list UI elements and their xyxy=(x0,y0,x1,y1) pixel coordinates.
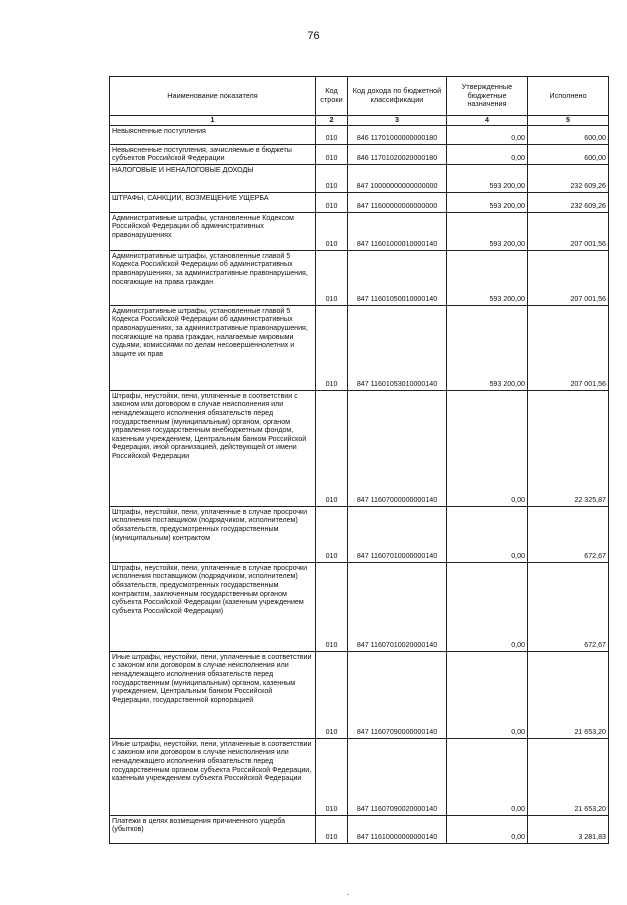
row-code: 010 xyxy=(316,250,348,305)
table-row xyxy=(110,164,609,192)
row-approved: 0,00 xyxy=(447,506,528,562)
column-number: 5 xyxy=(528,116,609,126)
column-number: 4 xyxy=(447,116,528,126)
row-approved: 593 200,00 xyxy=(447,250,528,305)
row-name: Административные штрафы, установленные Кодексом Российской Федерации об административных правонарушениях xyxy=(110,212,316,250)
row-income-code: 847 11607000000000140 xyxy=(348,390,447,506)
row-income-code: 847 11607010020000140 xyxy=(348,562,447,651)
row-name: Иные штрафы, неустойки, пени, уплаченные в соответствии с законом или договором в случае неисполнения или ненадлежащего исполнения обязательств перед государственным (муниципальным) органом, казенным учреждением, Центральным банком Российской Федерации, государственной корпорацией xyxy=(110,651,316,738)
row-approved: 593 200,00 xyxy=(447,164,528,192)
row-name: Штрафы, неустойки, пени, уплаченные в случае просрочки исполнения поставщиком (подрядчиком, исполнителем) обязательств, предусмотренных государственным (муниципальным) контрактом xyxy=(110,506,316,562)
row-executed: 3 281,83 xyxy=(528,815,609,843)
footer-mark: . xyxy=(347,888,350,897)
row-income-code: 847 11607090000000140 xyxy=(348,651,447,738)
row-approved: 0,00 xyxy=(447,390,528,506)
row-approved: 593 200,00 xyxy=(447,212,528,250)
row-approved: 593 200,00 xyxy=(447,192,528,212)
row-executed: 21 653,20 xyxy=(528,651,609,738)
row-approved: 0,00 xyxy=(447,815,528,843)
table-row xyxy=(110,305,609,390)
table-row xyxy=(110,506,609,562)
row-income-code: 846 11701000000000180 xyxy=(348,125,447,144)
row-name: Штрафы, неустойки, пени, уплаченные в случае просрочки исполнения поставщиком (подрядчиком, исполнителем) обязательств, предусмотренных государственным контрактом, заключенным государственным органом субъекта Российской Федерации (казенным учреждением субъекта Российской Федерации) xyxy=(110,562,316,651)
row-name: Административные штрафы, установленные главой 5 Кодекса Российской Федерации об административных правонарушениях, за административные правонарушения, посягающие на права граждан xyxy=(110,250,316,305)
row-executed: 22 325,87 xyxy=(528,390,609,506)
budget-income-table xyxy=(109,76,609,844)
row-executed: 232 609,26 xyxy=(528,164,609,192)
row-income-code: 847 11601050010000140 xyxy=(348,250,447,305)
row-name: ШТРАФЫ, САНКЦИИ, ВОЗМЕЩЕНИЕ УЩЕРБА xyxy=(110,192,316,212)
row-income-code: 847 11607010000000140 xyxy=(348,506,447,562)
column-number: 1 xyxy=(110,116,316,126)
row-code: 010 xyxy=(316,562,348,651)
table-row xyxy=(110,250,609,305)
row-income-code: 847 11601053010000140 xyxy=(348,305,447,390)
row-name: Платежи в целях возмещения причиненного ущерба (убытков) xyxy=(110,815,316,843)
row-executed: 207 001,56 xyxy=(528,250,609,305)
row-income-code: 847 11600000000000000 xyxy=(348,192,447,212)
row-approved: 0,00 xyxy=(447,125,528,144)
header-code: Код строки xyxy=(316,77,348,116)
row-income-code: 847 11607090020000140 xyxy=(348,738,447,815)
row-approved: 593 200,00 xyxy=(447,305,528,390)
row-income-code: 847 11601000010000140 xyxy=(348,212,447,250)
table-row xyxy=(110,125,609,144)
row-executed: 207 001,56 xyxy=(528,212,609,250)
row-code: 010 xyxy=(316,192,348,212)
row-code: 010 xyxy=(316,738,348,815)
row-executed: 600,00 xyxy=(528,144,609,164)
row-executed: 21 653,20 xyxy=(528,738,609,815)
table-row xyxy=(110,390,609,506)
row-executed: 672,67 xyxy=(528,562,609,651)
row-executed: 600,00 xyxy=(528,125,609,144)
row-code: 010 xyxy=(316,164,348,192)
row-name: Невыясненные поступления xyxy=(110,125,316,144)
row-code: 010 xyxy=(316,212,348,250)
column-number: 3 xyxy=(348,116,447,126)
column-number: 2 xyxy=(316,116,348,126)
row-approved: 0,00 xyxy=(447,144,528,164)
header-name: Наименование показателя xyxy=(110,77,316,116)
row-name: Административные штрафы, установленные главой 5 Кодекса Российской Федерации об административных правонарушениях, за административные правонарушения, посягающие на права граждан, налагаемые мировыми судьями, комиссиями по делам несовершеннолетних и защите их прав xyxy=(110,305,316,390)
row-code: 010 xyxy=(316,815,348,843)
row-name: Штрафы, неустойки, пени, уплаченные в соответствии с законом или договором в случае неисполнения или ненадлежащего исполнения обязательств перед государственным (муниципальным) органом, органом управления государственным внебюджетным фондом, казенным учреждением, Центральным банком Российской Федерации, иной организацией, действующей от имени Российской Федерации xyxy=(110,390,316,506)
header-row xyxy=(110,77,609,116)
row-approved: 0,00 xyxy=(447,651,528,738)
row-income-code: 847 11610000000000140 xyxy=(348,815,447,843)
table-row xyxy=(110,192,609,212)
row-approved: 0,00 xyxy=(447,738,528,815)
row-code: 010 xyxy=(316,506,348,562)
table-row xyxy=(110,651,609,738)
row-name: Иные штрафы, неустойки, пени, уплаченные в соответствии с законом или договором в случае неисполнения или ненадлежащего исполнения обязательств перед государственным органом субъекта Российской Федерации, казенным учреждением субъекта Российской Федерации xyxy=(110,738,316,815)
header-approved: Утвержденные бюджетные назначения xyxy=(447,77,528,116)
header-executed: Исполнено xyxy=(528,77,609,116)
row-name: НАЛОГОВЫЕ И НЕНАЛОГОВЫЕ ДОХОДЫ xyxy=(110,164,316,192)
row-executed: 672,67 xyxy=(528,506,609,562)
row-executed: 207 001,56 xyxy=(528,305,609,390)
table-row xyxy=(110,815,609,843)
row-code: 010 xyxy=(316,651,348,738)
row-code: 010 xyxy=(316,305,348,390)
header-income-code: Код дохода по бюджетной классификации xyxy=(348,77,447,116)
row-approved: 0,00 xyxy=(447,562,528,651)
row-income-code: 846 11701020020000180 xyxy=(348,144,447,164)
row-executed: 232 609,26 xyxy=(528,192,609,212)
row-code: 010 xyxy=(316,125,348,144)
row-name: Невыясненные поступления, зачисляемые в бюджеты субъектов Российской Федерации xyxy=(110,144,316,164)
page-number: 76 xyxy=(307,30,320,42)
table-row xyxy=(110,738,609,815)
row-code: 010 xyxy=(316,390,348,506)
table-row xyxy=(110,144,609,164)
table-row xyxy=(110,562,609,651)
column-number-row xyxy=(110,116,609,126)
row-income-code: 847 10000000000000000 xyxy=(348,164,447,192)
row-code: 010 xyxy=(316,144,348,164)
table-row xyxy=(110,212,609,250)
